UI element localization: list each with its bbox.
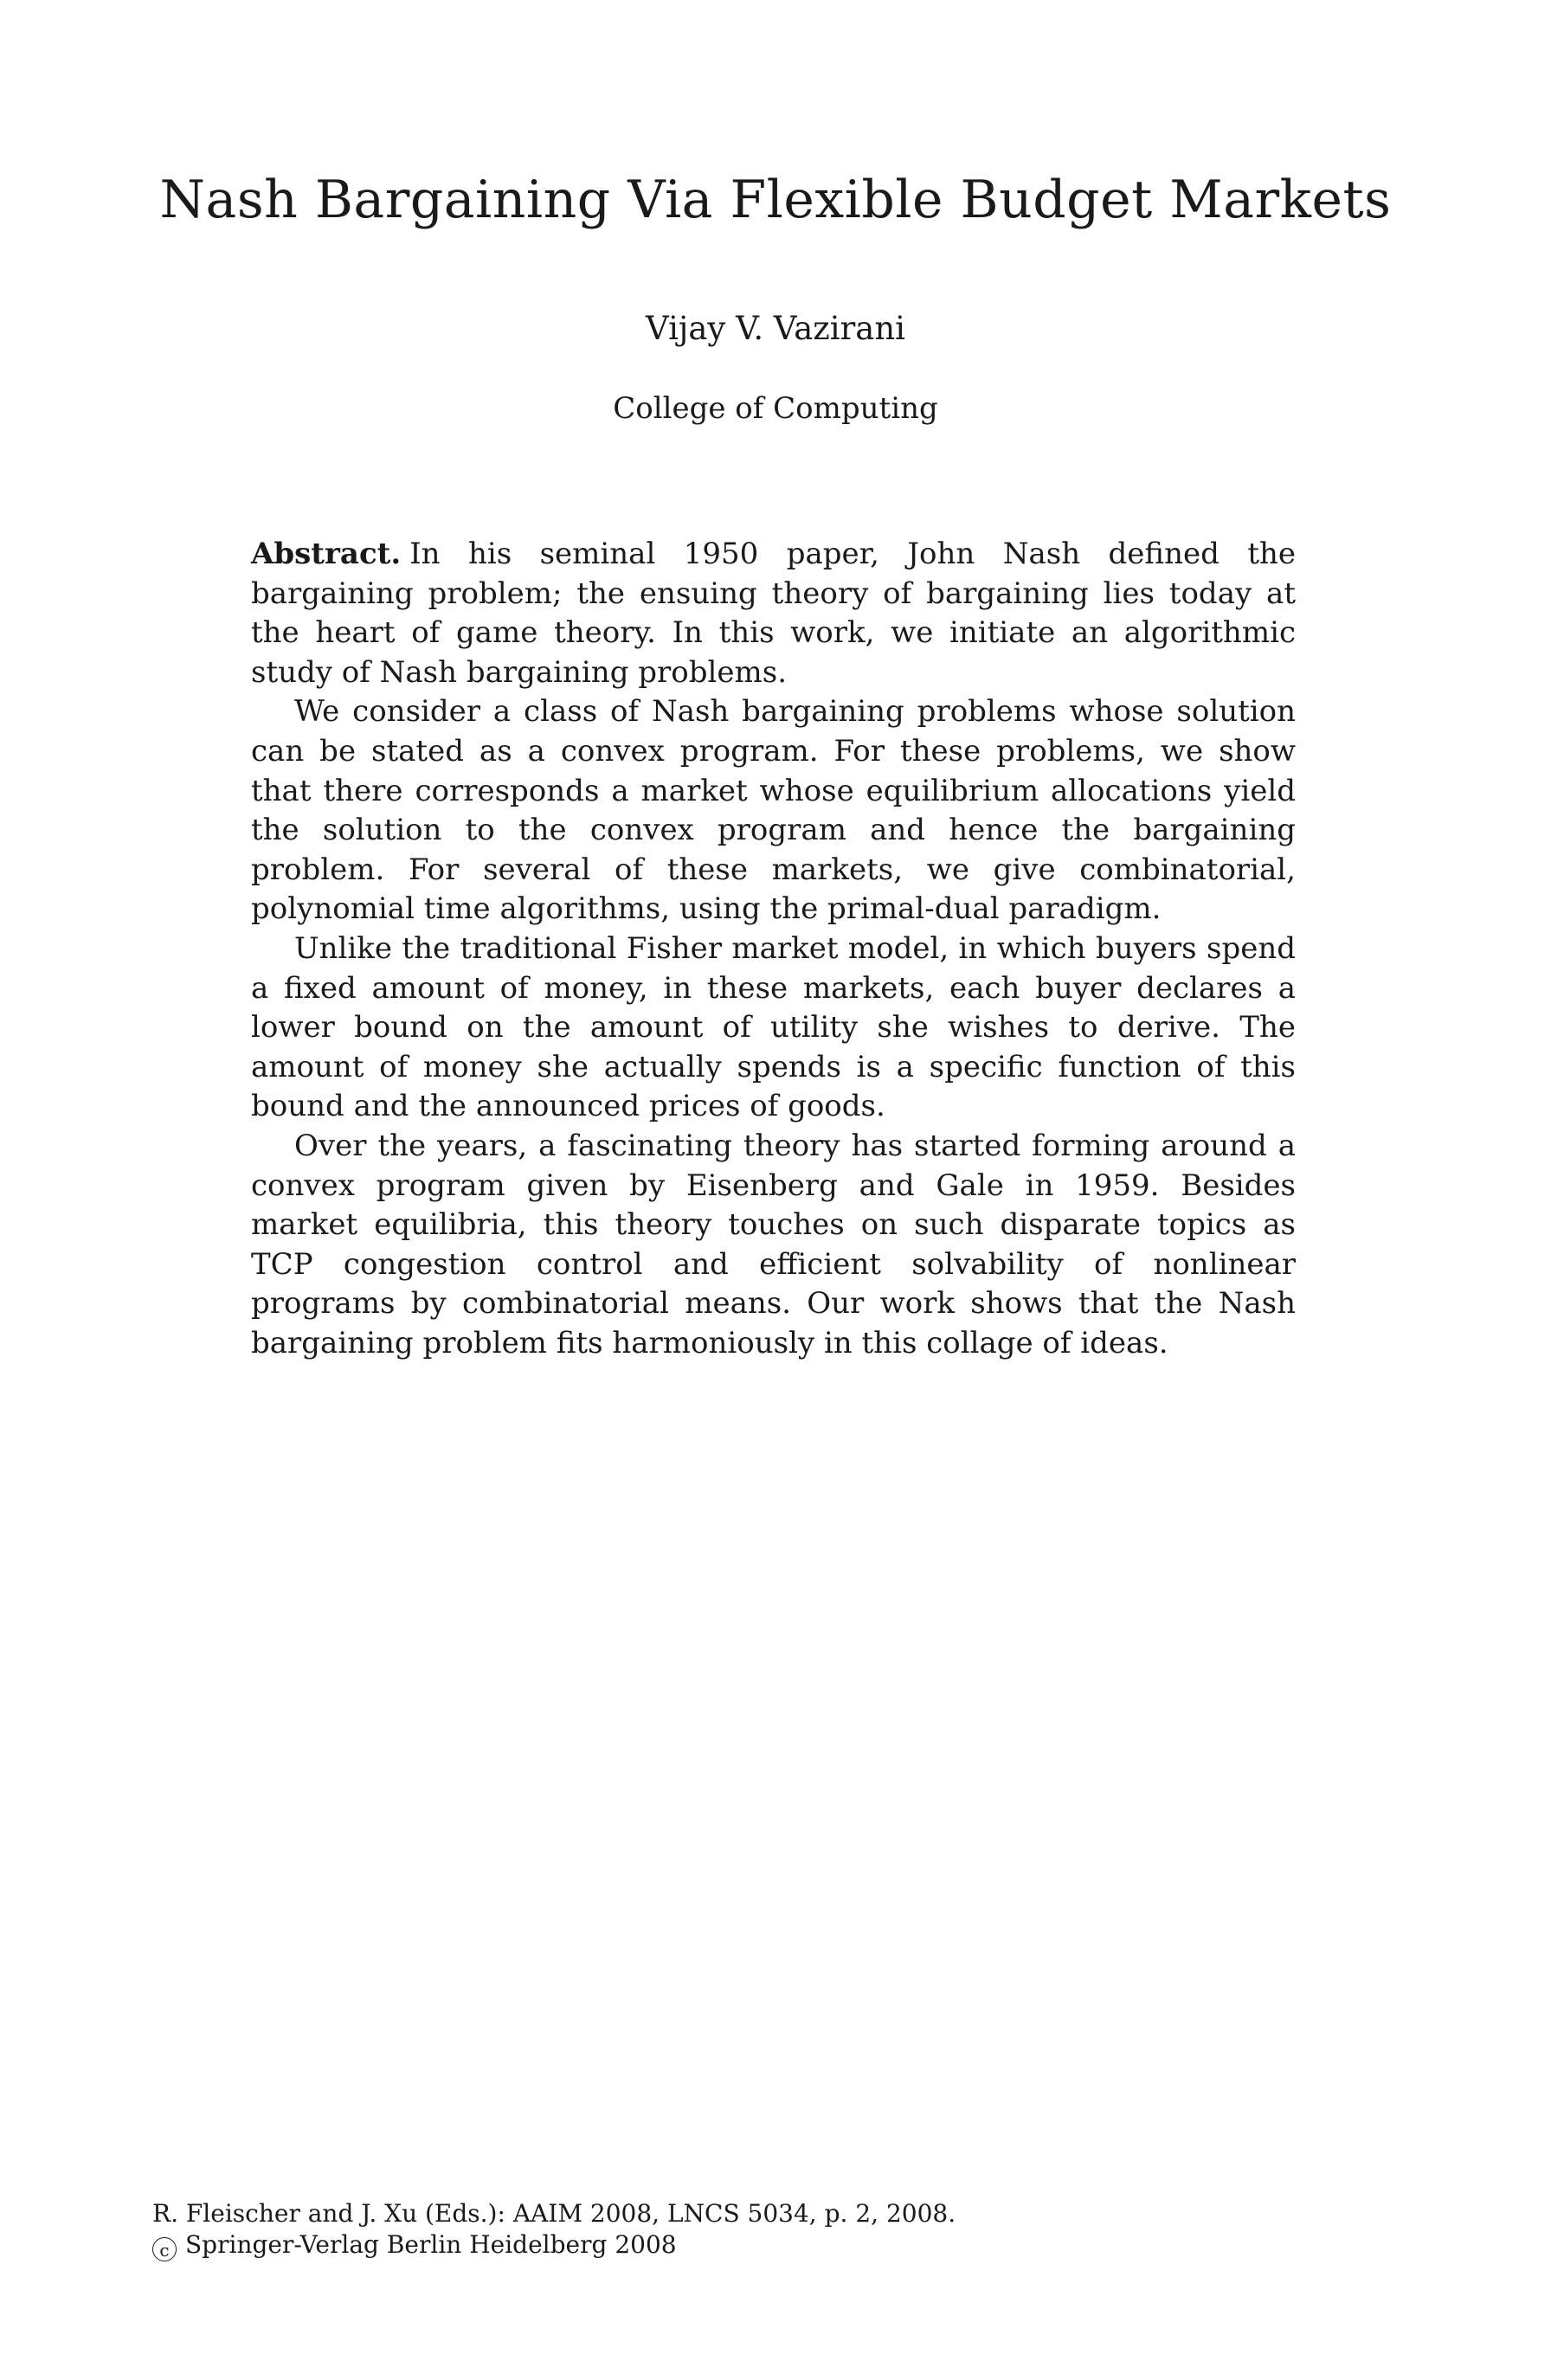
paper-title: Nash Bargaining Via Flexible Budget Markets <box>159 170 1392 230</box>
author-name: Vijay V. Vazirani <box>646 310 905 347</box>
abstract-paragraph <box>251 535 1296 692</box>
author-affiliation: College of Computing <box>613 391 938 426</box>
abstract-paragraph: Unlike the traditional Fisher market model, in which buyers spend a fixed amount of money, in these markets, each buyer declares a lower bound on the amount of utility she wishes to derive. The amount of money she actually spends is a specific function of this bound and the announced prices of goods. <box>251 930 1296 1124</box>
copyright-text: Springer-Verlag Berlin Heidelberg 2008 <box>185 2230 677 2259</box>
citation-line: R. Fleischer and J. Xu (Eds.): AAIM 2008, LNCS 5034, p. 2, 2008. <box>152 2199 956 2228</box>
abstract-section <box>251 535 1296 1363</box>
abstract-paragraph: We consider a class of Nash bargaining problems whose solution can be stated as a convex program. For these problems, we show that there corresponds a market whose equilibrium allocations yield the solution to the convex program and hence the bargaining problem. For several of these markets, we give combinatorial, polynomial time algorithms, using the primal-dual paradigm. <box>251 694 1296 927</box>
abstract-label: Abstract. <box>251 537 402 571</box>
copyright-icon: c <box>152 2237 177 2261</box>
copyright-line <box>152 2229 1364 2261</box>
abstract-paragraph: Over the years, a fascinating theory has started forming around a convex program given by Eisenberg and Gale in 1959. Besides market equilibria, this theory touches on such disparate topics as TCP congestion control and efficient solvability of nonlinear programs by combinatorial means. Our work shows that the Nash bargaining problem fits harmoniously in this collage of ideas. <box>251 1128 1296 1360</box>
publication-footnote <box>152 2198 1364 2261</box>
abstract-paragraph-text: In his seminal 1950 paper, John Nash defined the bargaining problem; the ensuing theory of bargaining lies today at the heart of game theory. In this work, we initiate an algorithmic study of Nash bargaining problems. <box>251 537 1296 690</box>
